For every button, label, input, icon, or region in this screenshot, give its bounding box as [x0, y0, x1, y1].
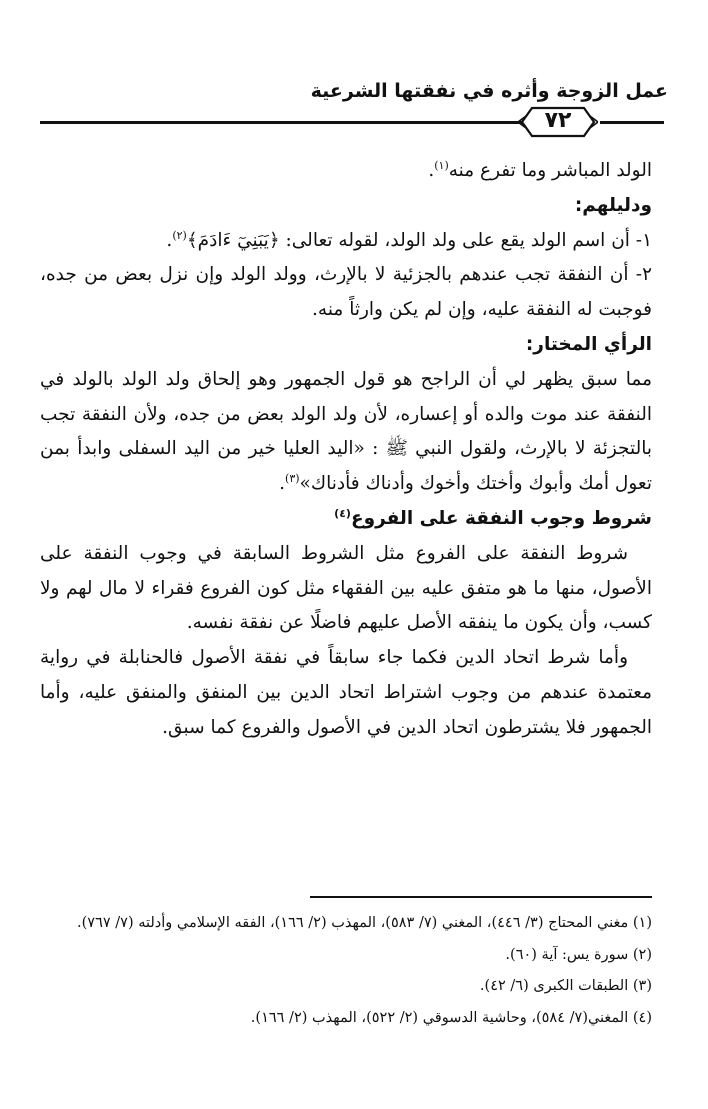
evidence-item-1: ١- أن اسم الولد يقع على ولد الولد، لقوله تعالى: ﴿يَبَنِيٓ ءَادَمَ﴾$^{(٢)}$.	[166, 228, 652, 251]
paragraph: وأما شرط اتحاد الدين فكما جاء سابقاً في نفقة الأصول فالحنابلة في رواية معتمدة عندهم من وجوب اشتراط اتحاد الدين بين المنفق والمنفق عليه، وأما الجمهور فلا يشترطون اتحاد الدين في الأصول والفروع كما سبق.	[40, 647, 652, 738]
header-rule-right	[600, 121, 664, 124]
heading-evidence: ودليلهم:	[574, 194, 652, 216]
heading-chosen-opinion: الرأي المختار:	[525, 333, 652, 355]
paragraph: شروط النفقة على الفروع مثل الشروط السابقة في وجوب النفقة على الأصول، منها ما هو متفق عليه بين الفقهاء مثل كون الفروع فقراء لا مال لهم ولا كسب، وأن يكون ما ينفقه الأصل عليهم فاضلًا عن نفقة نفسه.	[40, 542, 652, 634]
heading-conditions: شروط وجوب النفقة على الفروع$^{(٤)}$	[334, 506, 652, 529]
header-rule-left	[40, 121, 522, 124]
footnote-3: (٣) الطبقات الكبرى (٦/ ٤٢).	[479, 978, 652, 994]
paragraph: الولد المباشر وما تفرع منه$^{(١)}$.	[428, 158, 652, 181]
running-header-title: عمل الزوجة وأثره في نفقتها الشرعية	[310, 80, 668, 102]
page-number: ٧٢	[544, 107, 572, 133]
main-text	[40, 154, 652, 746]
footnote-ref: (٣)	[285, 472, 300, 486]
evidence-item-2: ٢- أن النفقة تجب عندهم بالجزئية لا بالإرث، وولد الولد وإن نزل بعض من جده، فوجبت له النفقة عليه، وإن لم يكن وارثاً منه.	[40, 264, 652, 321]
footnote-ref: (٢)	[172, 228, 187, 242]
footnotes	[40, 908, 652, 1034]
footnote-ref: (٤)	[334, 506, 351, 520]
footnote-1: (١) مغني المحتاج (٣/ ٤٤٦)، المغني (٧/ ٥٨٣)، المهذب (٢/ ١٦٦)، الفقه الإسلامي وأدلته (٧/ ٧٦٧).	[77, 915, 652, 931]
footnote-4: (٤) المغني(٧/ ٥٨٤)، وحاشية الدسوقي (٢/ ٥٢٢)، المهذب (٢/ ١٦٦).	[250, 1009, 652, 1026]
footnote-separator	[310, 896, 652, 898]
footnote-2: (٢) سورة يس: آية (٦٠).	[505, 946, 652, 963]
paragraph: مما سبق يظهر لي أن الراجح هو قول الجمهور وهو إلحاق ولد الولد بالولد في النفقة عند موت والده أو إعساره، لأن ولد الولد بعض من جده، ولأن النفقة تجب بالتجزئة لا بالإرث، ولقول النبي ﷺ : «اليد العليا خير من اليد السفلى وابدأ بمن تعول أمك وأبوك وأختك وأخوك وأدناك فأدناك»$^{(٣)}$.	[40, 368, 652, 495]
footnote-ref: (١)	[434, 158, 449, 172]
